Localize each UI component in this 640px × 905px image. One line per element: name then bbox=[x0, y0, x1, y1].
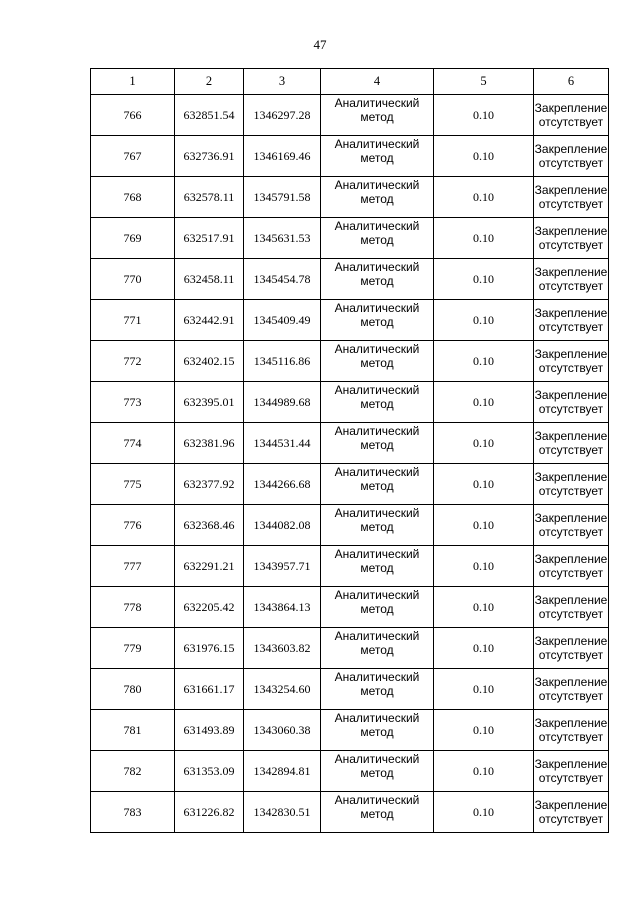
method-cell bbox=[321, 792, 434, 833]
table-row bbox=[91, 710, 609, 751]
point-number-cell: 771 bbox=[91, 300, 175, 341]
y-coordinate-cell: 1343060.38 bbox=[244, 710, 321, 751]
method-cell-text: Аналитический метод bbox=[334, 547, 420, 575]
method-cell bbox=[321, 95, 434, 136]
fixing-cell-text: Закрепление отсутствует bbox=[534, 470, 608, 498]
method-cell-text: Аналитический метод bbox=[334, 260, 420, 288]
page-number: 47 bbox=[313, 37, 327, 52]
fixing-cell-text: Закрепление отсутствует bbox=[534, 798, 608, 826]
y-coordinate-cell: 1342894.81 bbox=[244, 751, 321, 792]
fixing-cell bbox=[534, 218, 609, 259]
fixing-cell bbox=[534, 136, 609, 177]
fixing-cell-text: Закрепление отсутствует bbox=[534, 757, 608, 785]
table-row bbox=[91, 218, 609, 259]
y-coordinate-cell: 1346169.46 bbox=[244, 136, 321, 177]
point-number-cell: 769 bbox=[91, 218, 175, 259]
method-cell bbox=[321, 710, 434, 751]
table-row bbox=[91, 382, 609, 423]
fixing-cell bbox=[534, 710, 609, 751]
method-cell bbox=[321, 669, 434, 710]
x-coordinate-cell: 632291.21 bbox=[175, 546, 244, 587]
fixing-cell-text: Закрепление отсутствует bbox=[534, 347, 608, 375]
fixing-cell bbox=[534, 95, 609, 136]
point-number-cell: 780 bbox=[91, 669, 175, 710]
point-number-cell: 767 bbox=[91, 136, 175, 177]
column-header-6: 6 bbox=[534, 69, 609, 95]
method-cell bbox=[321, 505, 434, 546]
y-coordinate-cell: 1343864.13 bbox=[244, 587, 321, 628]
y-coordinate-cell: 1343957.71 bbox=[244, 546, 321, 587]
fixing-cell-text: Закрепление отсутствует bbox=[534, 552, 608, 580]
fixing-cell bbox=[534, 669, 609, 710]
x-coordinate-cell: 632578.11 bbox=[175, 177, 244, 218]
method-cell bbox=[321, 546, 434, 587]
method-cell-text: Аналитический метод bbox=[334, 506, 420, 534]
accuracy-cell: 0.10 bbox=[434, 382, 534, 423]
method-cell bbox=[321, 587, 434, 628]
point-number-cell: 782 bbox=[91, 751, 175, 792]
table-row bbox=[91, 505, 609, 546]
table-row bbox=[91, 341, 609, 382]
fixing-cell bbox=[534, 423, 609, 464]
fixing-cell bbox=[534, 751, 609, 792]
x-coordinate-cell: 632442.91 bbox=[175, 300, 244, 341]
fixing-cell-text: Закрепление отсутствует bbox=[534, 101, 608, 129]
y-coordinate-cell: 1342830.51 bbox=[244, 792, 321, 833]
y-coordinate-cell: 1345791.58 bbox=[244, 177, 321, 218]
coordinates-table bbox=[90, 68, 609, 833]
table-row bbox=[91, 792, 609, 833]
method-cell-text: Аналитический метод bbox=[334, 424, 420, 452]
point-number-cell: 770 bbox=[91, 259, 175, 300]
table-row bbox=[91, 423, 609, 464]
point-number-cell: 777 bbox=[91, 546, 175, 587]
method-cell-text: Аналитический метод bbox=[334, 465, 420, 493]
table-row bbox=[91, 95, 609, 136]
fixing-cell-text: Закрепление отсутствует bbox=[534, 634, 608, 662]
accuracy-cell: 0.10 bbox=[434, 587, 534, 628]
accuracy-cell: 0.10 bbox=[434, 136, 534, 177]
method-cell bbox=[321, 382, 434, 423]
y-coordinate-cell: 1345454.78 bbox=[244, 259, 321, 300]
y-coordinate-cell: 1344989.68 bbox=[244, 382, 321, 423]
point-number-cell: 768 bbox=[91, 177, 175, 218]
x-coordinate-cell: 631661.17 bbox=[175, 669, 244, 710]
point-number-cell: 781 bbox=[91, 710, 175, 751]
column-header-4: 4 bbox=[321, 69, 434, 95]
method-cell bbox=[321, 136, 434, 177]
y-coordinate-cell: 1345116.86 bbox=[244, 341, 321, 382]
fixing-cell-text: Закрепление отсутствует bbox=[534, 306, 608, 334]
fixing-cell bbox=[534, 587, 609, 628]
point-number-cell: 778 bbox=[91, 587, 175, 628]
fixing-cell bbox=[534, 792, 609, 833]
fixing-cell bbox=[534, 259, 609, 300]
accuracy-cell: 0.10 bbox=[434, 423, 534, 464]
fixing-cell-text: Закрепление отсутствует bbox=[534, 429, 608, 457]
x-coordinate-cell: 632517.91 bbox=[175, 218, 244, 259]
method-cell bbox=[321, 259, 434, 300]
table-row bbox=[91, 300, 609, 341]
y-coordinate-cell: 1344266.68 bbox=[244, 464, 321, 505]
table-row bbox=[91, 177, 609, 218]
method-cell-text: Аналитический метод bbox=[334, 96, 420, 124]
fixing-cell bbox=[534, 300, 609, 341]
method-cell bbox=[321, 628, 434, 669]
point-number-cell: 766 bbox=[91, 95, 175, 136]
method-cell-text: Аналитический метод bbox=[334, 793, 420, 821]
method-cell-text: Аналитический метод bbox=[334, 711, 420, 739]
accuracy-cell: 0.10 bbox=[434, 669, 534, 710]
x-coordinate-cell: 632458.11 bbox=[175, 259, 244, 300]
table-row bbox=[91, 628, 609, 669]
method-cell bbox=[321, 423, 434, 464]
table-row bbox=[91, 464, 609, 505]
point-number-cell: 779 bbox=[91, 628, 175, 669]
table-row bbox=[91, 587, 609, 628]
fixing-cell-text: Закрепление отсутствует bbox=[534, 388, 608, 416]
method-cell-text: Аналитический метод bbox=[334, 752, 420, 780]
table-body bbox=[91, 95, 609, 833]
x-coordinate-cell: 632368.46 bbox=[175, 505, 244, 546]
accuracy-cell: 0.10 bbox=[434, 464, 534, 505]
fixing-cell bbox=[534, 382, 609, 423]
method-cell-text: Аналитический метод bbox=[334, 588, 420, 616]
x-coordinate-cell: 632377.92 bbox=[175, 464, 244, 505]
fixing-cell bbox=[534, 628, 609, 669]
method-cell bbox=[321, 218, 434, 259]
x-coordinate-cell: 632402.15 bbox=[175, 341, 244, 382]
table-row bbox=[91, 751, 609, 792]
method-cell bbox=[321, 464, 434, 505]
accuracy-cell: 0.10 bbox=[434, 95, 534, 136]
x-coordinate-cell: 632381.96 bbox=[175, 423, 244, 464]
x-coordinate-cell: 632851.54 bbox=[175, 95, 244, 136]
x-coordinate-cell: 631976.15 bbox=[175, 628, 244, 669]
method-cell bbox=[321, 751, 434, 792]
table-header-row bbox=[91, 69, 609, 95]
x-coordinate-cell: 632395.01 bbox=[175, 382, 244, 423]
point-number-cell: 773 bbox=[91, 382, 175, 423]
fixing-cell-text: Закрепление отсутствует bbox=[534, 142, 608, 170]
fixing-cell bbox=[534, 505, 609, 546]
method-cell bbox=[321, 300, 434, 341]
method-cell-text: Аналитический метод bbox=[334, 137, 420, 165]
method-cell bbox=[321, 341, 434, 382]
x-coordinate-cell: 631353.09 bbox=[175, 751, 244, 792]
fixing-cell bbox=[534, 341, 609, 382]
fixing-cell-text: Закрепление отсутствует bbox=[534, 265, 608, 293]
accuracy-cell: 0.10 bbox=[434, 341, 534, 382]
accuracy-cell: 0.10 bbox=[434, 218, 534, 259]
accuracy-cell: 0.10 bbox=[434, 710, 534, 751]
accuracy-cell: 0.10 bbox=[434, 505, 534, 546]
accuracy-cell: 0.10 bbox=[434, 300, 534, 341]
table-row bbox=[91, 669, 609, 710]
table-row bbox=[91, 259, 609, 300]
method-cell-text: Аналитический метод bbox=[334, 342, 420, 370]
column-header-5: 5 bbox=[434, 69, 534, 95]
point-number-cell: 775 bbox=[91, 464, 175, 505]
x-coordinate-cell: 632205.42 bbox=[175, 587, 244, 628]
column-header-1: 1 bbox=[91, 69, 175, 95]
fixing-cell-text: Закрепление отсутствует bbox=[534, 675, 608, 703]
y-coordinate-cell: 1345631.53 bbox=[244, 218, 321, 259]
method-cell-text: Аналитический метод bbox=[334, 219, 420, 247]
method-cell-text: Аналитический метод bbox=[334, 301, 420, 329]
y-coordinate-cell: 1344531.44 bbox=[244, 423, 321, 464]
fixing-cell bbox=[534, 546, 609, 587]
table-row bbox=[91, 546, 609, 587]
table-row bbox=[91, 136, 609, 177]
method-cell-text: Аналитический метод bbox=[334, 383, 420, 411]
y-coordinate-cell: 1346297.28 bbox=[244, 95, 321, 136]
column-header-3: 3 bbox=[244, 69, 321, 95]
fixing-cell-text: Закрепление отсутствует bbox=[534, 224, 608, 252]
x-coordinate-cell: 631493.89 bbox=[175, 710, 244, 751]
point-number-cell: 776 bbox=[91, 505, 175, 546]
accuracy-cell: 0.10 bbox=[434, 751, 534, 792]
method-cell-text: Аналитический метод bbox=[334, 670, 420, 698]
point-number-cell: 774 bbox=[91, 423, 175, 464]
accuracy-cell: 0.10 bbox=[434, 177, 534, 218]
method-cell bbox=[321, 177, 434, 218]
fixing-cell-text: Закрепление отсутствует bbox=[534, 593, 608, 621]
accuracy-cell: 0.10 bbox=[434, 628, 534, 669]
x-coordinate-cell: 631226.82 bbox=[175, 792, 244, 833]
accuracy-cell: 0.10 bbox=[434, 546, 534, 587]
method-cell-text: Аналитический метод bbox=[334, 178, 420, 206]
y-coordinate-cell: 1344082.08 bbox=[244, 505, 321, 546]
fixing-cell-text: Закрепление отсутствует bbox=[534, 511, 608, 539]
accuracy-cell: 0.10 bbox=[434, 792, 534, 833]
y-coordinate-cell: 1345409.49 bbox=[244, 300, 321, 341]
method-cell-text: Аналитический метод bbox=[334, 629, 420, 657]
fixing-cell-text: Закрепление отсутствует bbox=[534, 716, 608, 744]
fixing-cell-text: Закрепление отсутствует bbox=[534, 183, 608, 211]
accuracy-cell: 0.10 bbox=[434, 259, 534, 300]
y-coordinate-cell: 1343603.82 bbox=[244, 628, 321, 669]
column-header-2: 2 bbox=[175, 69, 244, 95]
x-coordinate-cell: 632736.91 bbox=[175, 136, 244, 177]
y-coordinate-cell: 1343254.60 bbox=[244, 669, 321, 710]
fixing-cell bbox=[534, 177, 609, 218]
point-number-cell: 783 bbox=[91, 792, 175, 833]
fixing-cell bbox=[534, 464, 609, 505]
point-number-cell: 772 bbox=[91, 341, 175, 382]
